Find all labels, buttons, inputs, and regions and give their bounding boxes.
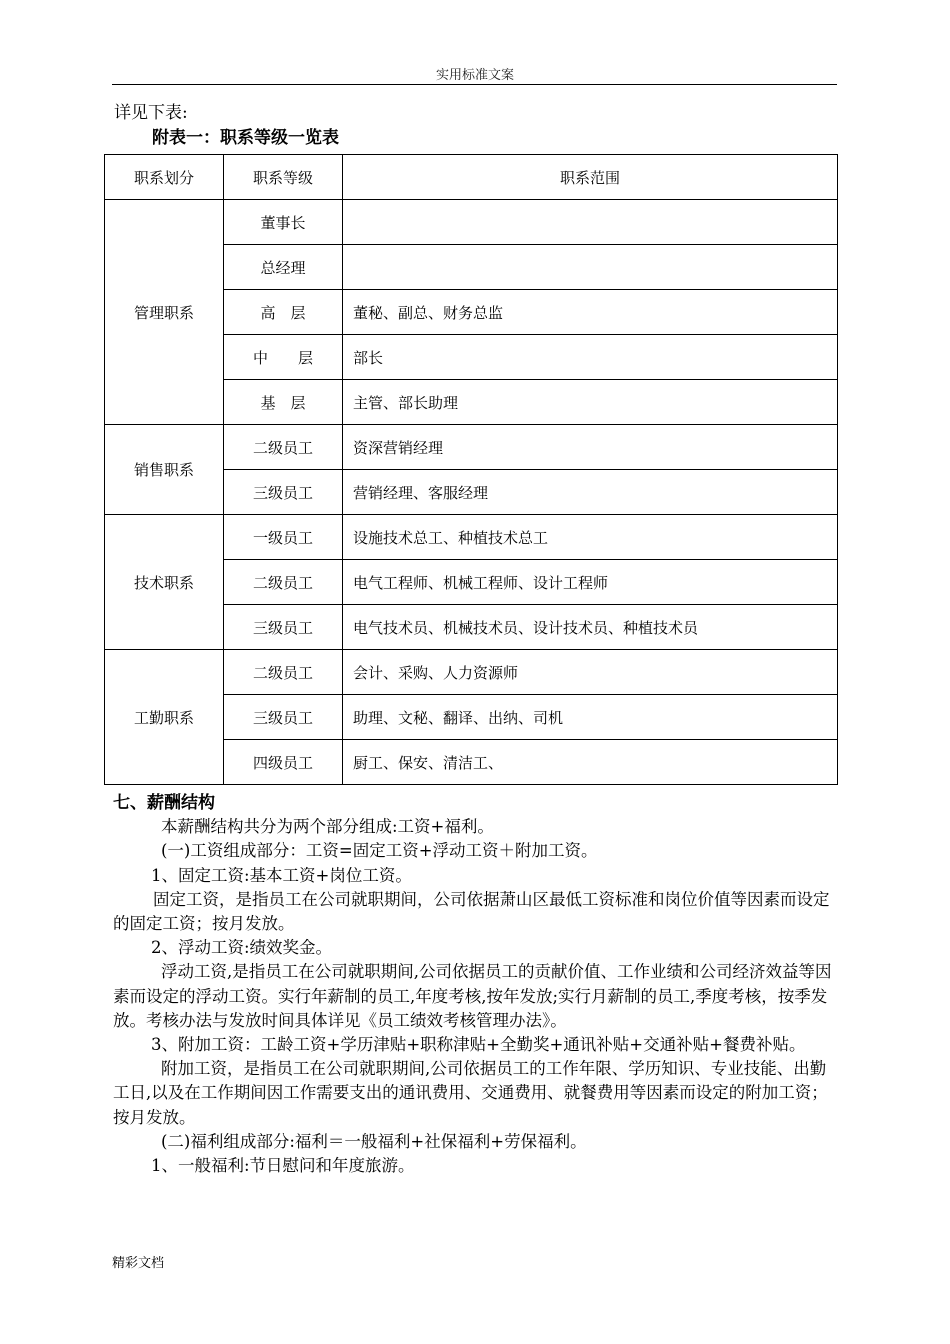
paragraph: 浮动工资,是指员工在公司就职期间,公司依据员工的贡献价值、工作业绩和公司经济效益等因素而设定的浮动工资。实行年薪制的员工,年度考核,按年发放;实行月薪制的员工,季度考核，按季发放。考核办法与发放时间具体详见《员工绩效考核管理办法》。	[113, 962, 832, 1030]
paragraph: 1、固定工资:基本工资+岗位工资。	[151, 865, 412, 885]
table-title: 附表一：职系等级一览表	[152, 128, 339, 148]
level-cell: 二级员工	[224, 425, 343, 470]
header-cell-division: 职系划分	[105, 155, 224, 200]
header-cell-scope: 职系范围	[343, 155, 838, 200]
level-cell: 中 层	[224, 335, 343, 380]
body-text	[113, 791, 837, 1178]
level-cell: 一级员工	[224, 515, 343, 560]
paragraph: (二)福利组成部分:福利＝一般福利+社保福利+劳保福利。	[161, 1131, 587, 1151]
scope-cell: 电气工程师、机械工程师、设计工程师	[343, 560, 838, 605]
table-row	[105, 200, 838, 245]
level-cell: 总经理	[224, 245, 343, 290]
division-technical: 技术职系	[105, 515, 224, 650]
level-cell: 三级员工	[224, 470, 343, 515]
page-footer: 精彩文档	[112, 1256, 165, 1271]
scope-cell: 电气技术员、机械技术员、设计技术员、种植技术员	[343, 605, 838, 650]
intro-text: 详见下表:	[114, 103, 188, 123]
level-cell: 基 层	[224, 380, 343, 425]
paragraph: 附加工资，是指员工在公司就职期间,公司依据员工的工作年限、学历知识、专业技能、出勤工日,以及在工作期间因工作需要支出的通讯费用、交通费用、就餐费用等因素而设定的附加工资；按月发放。	[113, 1059, 828, 1127]
level-cell: 四级员工	[224, 740, 343, 785]
scope-cell: 董秘、副总、财务总监	[343, 290, 838, 335]
section-title: 七、薪酬结构	[113, 793, 215, 813]
paragraph: (一)工资组成部分：工资=固定工资+浮动工资＋附加工资。	[161, 841, 598, 861]
table-header-row	[105, 155, 838, 200]
division-management: 管理职系	[105, 200, 224, 425]
scope-cell	[343, 200, 838, 245]
header-rule	[112, 84, 837, 85]
paragraph: 固定工资，是指员工在公司就职期间，公司依据萧山区最低工资标准和岗位价值等因素而设定的固定工资；按月发放。	[113, 889, 830, 934]
division-service: 工勤职系	[105, 650, 224, 785]
grade-table	[104, 154, 838, 785]
level-cell: 二级员工	[224, 560, 343, 605]
paragraph: 1、一般福利:节日慰问和年度旅游。	[151, 1156, 415, 1176]
header-cell-level: 职系等级	[224, 155, 343, 200]
scope-cell: 部长	[343, 335, 838, 380]
level-cell: 二级员工	[224, 650, 343, 695]
paragraph: 2、浮动工资:绩效奖金。	[151, 938, 333, 958]
scope-cell: 主管、部长助理	[343, 380, 838, 425]
paragraph: 3、附加工资：工龄工资+学历津贴+职称津贴+全勤奖+通讯补贴+交通补贴+餐费补贴。	[151, 1035, 806, 1055]
page-header: 实用标准文案	[435, 68, 514, 83]
scope-cell: 营销经理、客服经理	[343, 470, 838, 515]
level-cell: 三级员工	[224, 605, 343, 650]
scope-cell	[343, 245, 838, 290]
scope-cell: 会计、采购、人力资源师	[343, 650, 838, 695]
level-cell: 三级员工	[224, 695, 343, 740]
scope-cell: 资深营销经理	[343, 425, 838, 470]
division-sales: 销售职系	[105, 425, 224, 515]
table-row	[105, 650, 838, 695]
table-row	[105, 515, 838, 560]
scope-cell: 厨工、保安、清洁工、	[343, 740, 838, 785]
level-cell: 高 层	[224, 290, 343, 335]
level-cell: 董事长	[224, 200, 343, 245]
table-row	[105, 425, 838, 470]
scope-cell: 助理、文秘、翻译、出纳、司机	[343, 695, 838, 740]
paragraph: 本薪酬结构共分为两个部分组成:工资+福利。	[161, 817, 494, 837]
scope-cell: 设施技术总工、种植技术总工	[343, 515, 838, 560]
